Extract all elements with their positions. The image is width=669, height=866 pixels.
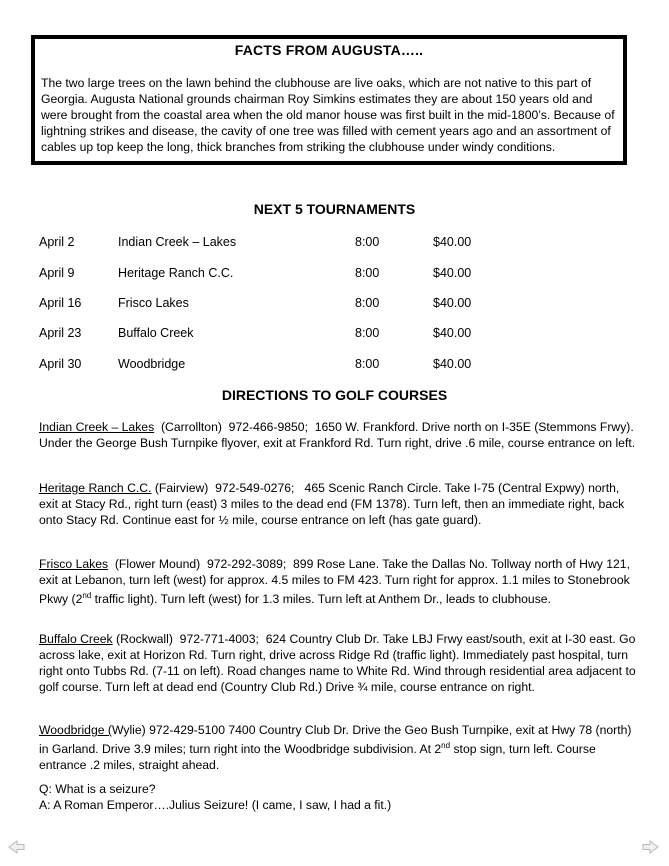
tournament-fee: $40.00 (433, 266, 472, 280)
tournament-course: Buffalo Creek (118, 326, 194, 340)
tournament-course: Indian Creek – Lakes (118, 235, 237, 249)
tournament-date: April 16 (39, 296, 82, 310)
ordinal-suffix: nd (441, 741, 451, 750)
joke-question: Q: What is a seizure? (39, 782, 156, 796)
tournament-fee: $40.00 (433, 326, 472, 340)
facts-box (31, 35, 627, 165)
facts-title: FACTS FROM AUGUSTA….. (234, 42, 424, 58)
tournament-course: Heritage Ranch C.C. (118, 266, 234, 280)
direction-paragraph (39, 480, 636, 528)
direction-text: traffic light). Turn left (west) for 1.3 miles. Turn left at Anthem Dr., leads to clubhouse. (91, 592, 551, 607)
direction-text: (Rockwall) 972-771-4003; 624 Country Club Dr. Take LBJ Frwy east/south, exit at I-30 east. Go across lake, exit at Horizon Rd. Turn right, drive across Ridge Rd (traffic light). Immediately past hospital, turn right onto Tubbs Rd. (7-11 on left). Road changes name to White Rd. Wind through residential area adjacent to golf course. Turn left at dead end (Country Club Rd.) Drive ¾ mile, course entrance on right. (39, 632, 640, 694)
direction-paragraph (39, 631, 640, 695)
direction-text: (Fairview) 972-549-0276; 465 Scenic Ranch Circle. Take I-75 (Central Expwy) north, exit at Stacy Rd., right turn (east) 3 miles to the dead end (FM 1378). Turn left, then an immediate right, back onto Stacy Rd. Continue east for ½ mile, course entrance on left (has gate guard). (39, 481, 628, 527)
tournament-time: 8:00 (355, 235, 380, 249)
direction-paragraph (39, 419, 636, 451)
tournament-date: April 9 (39, 266, 75, 280)
tournament-course: Frisco Lakes (118, 296, 189, 310)
arrow-left-icon[interactable] (8, 839, 26, 855)
tournament-fee: $40.00 (433, 357, 472, 371)
direction-text: (Flower Mound) 972-292-3089; 899 Rose Lane. Take the Dallas No. Tollway north of Hwy 121, exit at Lebanon, turn left (west) for approx. 4.5 miles to FM 423. Turn right for approx. 1.1 miles to Stonebrook Pkwy (2 (39, 557, 634, 607)
tournament-time: 8:00 (355, 296, 380, 310)
direction-text: (Carrollton) 972-466-9850; 1650 W. Frankford. Drive north on I-35E (Stemmons Frwy). Under the George Bush Turnpike flyover, exit at Frankford Rd. Turn right, drive .6 mile, course entrance on left. (39, 420, 638, 450)
direction-paragraph (39, 722, 636, 773)
tournament-course: Woodbridge (118, 357, 186, 371)
facts-body: The two large trees on the lawn behind the clubhouse are live oaks, which are not native to this part of Georgia. Augusta National grounds chairman Roy Simkins estimates they are about 150 years old and were brought from the coastal area when the old manor house was first built in the mid-1800’s. Because of lightning strikes and disease, the cavity of one tree was filled with cement years ago and an assortment of cables up top keep the long, thick branches from striking the clubhouse under windy conditions. (41, 76, 615, 154)
tournament-fee: $40.00 (433, 235, 472, 249)
course-name: Woodbridge ( (39, 723, 112, 737)
tournament-date: April 30 (39, 357, 82, 371)
tournament-time: 8:00 (355, 266, 380, 280)
tournament-time: 8:00 (355, 326, 380, 340)
joke-answer: A: A Roman Emperor….Julius Seizure! (I came, I saw, I had a fit.) (39, 798, 392, 812)
direction-text: stop sign, turn left. Course entrance .2 miles, straight ahead. (39, 742, 596, 773)
tournament-date: April 2 (39, 235, 75, 249)
course-name: Frisco Lakes (39, 557, 109, 571)
direction-text: Wylie) 972-429-5100 7400 Country Club Dr. Drive the Geo Bush Turnpike, exit at Hwy 78 (north) in Garland. Drive 3.9 miles; turn right into the Woodbridge subdivision. At 2 (39, 723, 632, 757)
tournament-date: April 23 (39, 326, 82, 340)
direction-paragraph (39, 556, 636, 607)
directions-heading: DIRECTIONS TO GOLF COURSES (221, 387, 448, 403)
course-name: Heritage Ranch C.C. (39, 481, 152, 495)
tournaments-heading: NEXT 5 TOURNAMENTS (253, 201, 416, 217)
tournament-fee: $40.00 (433, 296, 472, 310)
course-name: Buffalo Creek (39, 632, 113, 646)
arrow-right-icon[interactable] (641, 839, 659, 855)
tournament-time: 8:00 (355, 357, 380, 371)
ordinal-suffix: nd (82, 591, 92, 600)
course-name: Indian Creek – Lakes (39, 420, 155, 434)
